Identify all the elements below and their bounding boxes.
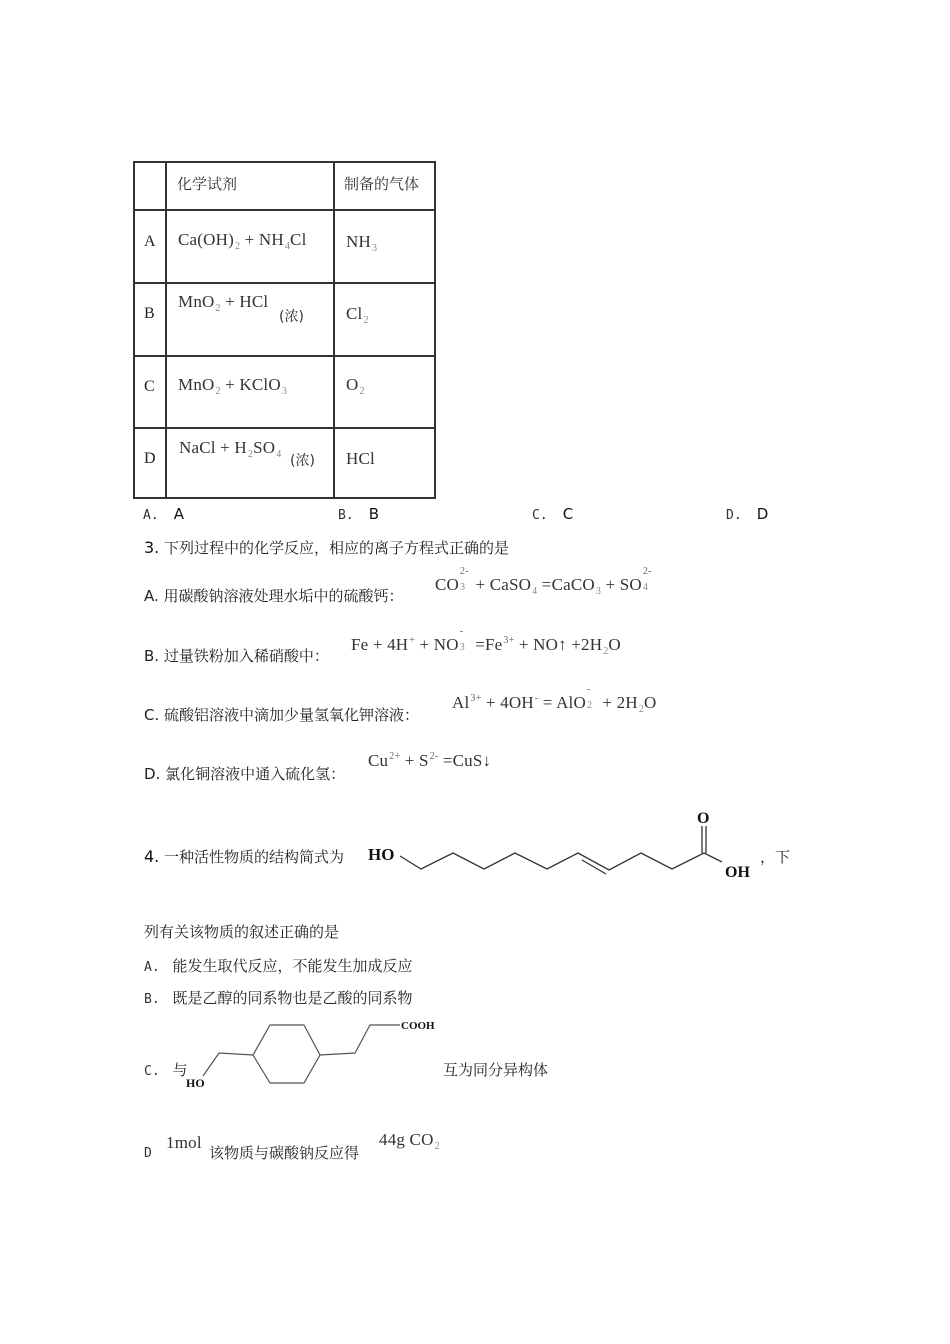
gas-formula: $Cl_2$ [346,304,369,326]
row-label: B [144,305,155,322]
q4-option-d-text: 该物质与碳酸钠反应得 [209,1144,360,1162]
q3-option-a-equation: CO 2- 3 + CaSO$_4$ =CaCO$_3$ + SO 2- 4 [435,566,652,597]
q4-option-c-text: 互为同分异构体 [443,1061,549,1079]
q4-stem-after: ，下 [760,848,791,866]
gas-formula: $O_2$ [346,375,365,397]
q3-option-b[interactable]: B. 过量铁粉加入稀硝酸中： [144,647,329,665]
row-label: D [144,450,156,467]
reagent-gas-table [133,161,436,499]
q4-option-d-product: 44g $CO_2$ [379,1130,440,1152]
oh-group: OH [725,864,750,881]
q4-option-c[interactable]: C. 与 [144,1061,188,1079]
carbonyl-o: O [697,810,710,827]
q4-stem-continued: 列有关该物质的叙述正确的是 [144,923,340,941]
reagent-formula: $Ca(OH)_2 + NH_4Cl$ [178,230,307,252]
table-row-divider [135,282,434,284]
q4-option-b[interactable]: B. 既是乙醇的同系物也是乙酸的同系物 [144,989,413,1007]
q3-option-b-equation: Fe + 4H+ + NO - 3 $=Fe^{3+}$ + NO↑ $+2H_2O$ [351,626,621,657]
table-col-divider [333,163,335,497]
table-row-divider [135,427,434,429]
q2-option-d[interactable]: D. D [726,505,769,523]
gas-formula: HCl [346,449,375,468]
ho-group: HO [368,845,395,864]
table-header-gas: 制备的气体 [344,175,420,193]
table-header-reagent: 化学试剂 [177,175,238,193]
row-label: A [144,233,156,250]
q3-option-d-equation: $Cu^{2+} + S^{2-}$ =CuS↓ [368,751,492,770]
q3-stem: 3. 下列过程中的化学反应，相应的离子方程式正确的是 [144,538,510,557]
molecule-structure-icon [360,800,800,890]
gas-formula: $NH_3$ [346,232,378,254]
q3-option-c[interactable]: C. 硫酸铝溶液中滴加少量氢氧化钾溶液： [144,706,420,724]
cooh-group: COOH [401,1020,435,1032]
table-col-divider [165,163,167,497]
q2-option-b[interactable]: B. B [338,505,380,523]
q3-option-c-equation: $Al^{3+} + 4OH^-$ = AlO - 2 + $2H_2O$ [452,684,657,715]
q4-option-d[interactable]: D [144,1146,152,1161]
q2-option-c[interactable]: C. C [532,505,574,523]
q4-option-a[interactable]: A. 能发生取代反应，不能发生加成反应 [144,957,413,975]
q4-stem: 4. 一种活性物质的结构简式为 [144,847,345,866]
q2-option-a[interactable]: A. A [143,505,185,523]
reagent-formula: MnO$_2$ + KClO$_3$ [178,375,288,397]
reagent-formula: NaCl + $H_2SO_4$ [179,438,282,460]
concentrated-note: (浓) [279,309,304,325]
q4-option-d-amount: 1mol [166,1133,202,1152]
concentrated-note: (浓) [290,453,315,469]
isomer-structure-icon [180,1012,450,1092]
reagent-formula: MnO$_2$ + HCl [178,292,269,314]
table-row-divider [135,209,434,211]
ho-group: HO [186,1076,205,1090]
table-row-divider [135,355,434,357]
row-label: C [144,378,155,395]
q3-option-d[interactable]: D. 氯化铜溶液中通入硫化氢： [144,765,346,783]
q3-option-a[interactable]: A. 用碳酸钠溶液处理水垢中的硫酸钙： [144,587,404,605]
